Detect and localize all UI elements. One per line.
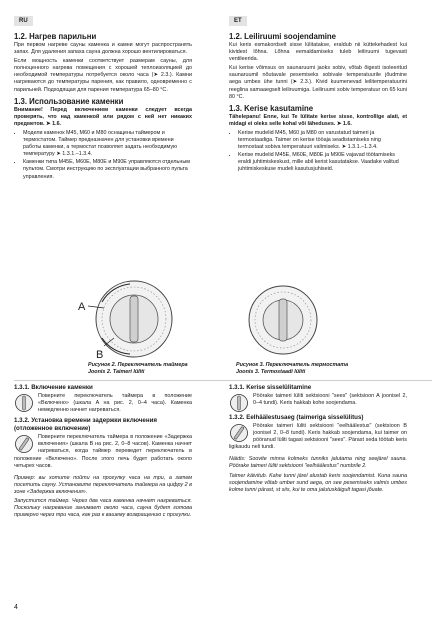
- ru-example-1: Пример: вы хотите пойти на прогулку часа на три, а затем посетить сауну. Установите переключатель таймера на цифру 2 в зоне «Задержка включения».: [14, 474, 192, 495]
- dial-icon: [229, 423, 249, 443]
- ru-heading-1-3: 1.3. Использование каменки: [14, 96, 124, 106]
- et-list-item: • Kerise mudelid M45, M60 ja M80 on varustatud taimeri ja termostaadiga. Taimer on kerise tööaja seadistamiseks ning termostaat sobiva temperatuuri valimiseks. ➤ 1.3.1.–1.3.4.: [238, 130, 407, 151]
- fig2-ru-num: Рисунок 2.: [88, 362, 117, 368]
- et-example-2: Taimer käivitub. Kahe tunni järel alustab keris soojendamist. Kuna sauna soojendamine võtab umber sund aega, on see pesemiseks valmis umbes kolme tunni pärast, st siis, kui te oma jalutuskäigult tagasi jõuate.: [229, 472, 407, 493]
- dial-label-b: B: [96, 349, 104, 361]
- ru-para-1-2b: Если мощность каменки соответствует размерам сауны, для полноценного нагрева помещения с хорошей теплоизоляцией до необходимой температуры потребуется около часа (➤ 2.3.). Камни нагреваются до температуры парения, как правило, одновременно с парильней. Подходящая для парения температура 65–80 °C.: [14, 58, 192, 93]
- dial-icon: [229, 393, 249, 413]
- ru-example-2: Запустится таймер. Через два часа каменка начнет нагреваться. Поскольку нагревание занимает около часа, сауна будет готова примерно через три часа, как раз к вашему возвращению с прогулки.: [14, 498, 192, 519]
- ru-list: [14, 130, 192, 181]
- fig2-ru-title: Переключатель таймера: [117, 362, 188, 368]
- et-para-1-2a: Kui keris esmakordselt sisse lülitatakse, eraldub nii küttekehadest kui kividest lõhna. Lõhna eemaldamiseks tuleb leiliruumi tugevasti ventileerida.: [229, 42, 407, 63]
- figure-2-caption: [88, 362, 188, 376]
- et-heading-1-3-1: 1.3.1. Kerise sisselülitamine: [229, 384, 312, 391]
- et-heading-1-2: 1.2. Leiliruumi soojendamine: [229, 32, 337, 41]
- timer-dial-illustration: [68, 276, 198, 362]
- fig3-ru-num: Рисунок 3.: [236, 362, 265, 368]
- ru-heading-1-3-1: 1.3.1. Включение каменки: [14, 384, 93, 391]
- et-para-1-2b: Kui kerise võimsus on saunaruumi jaoks sobiv, võtab õigesti isoleeritud saunaruumil nõutavale pesemiseks sobivale temperatuurile jõudmine aega umbes ühe tunni (➤ 2.3.). Kivid kuumenevad leilitemperatuurini reeglina samaaegselt leiliruumiga. Leiliruumi sobiv temperatuur on 65 kuni 80 °C.: [229, 65, 407, 100]
- fig2-et-num: Joonis 2.: [88, 369, 112, 375]
- ru-para-1-2a: При первом нагреве сауны каменка и камни могут распространять запах. Для удаления запаха сауна должна хорошо вентилироваться.: [14, 42, 192, 56]
- et-list-item: • Kerise mudelid M45E, M60E, M80E ja M90E vajavad töötamiseks eraldi juhtimiskeskust, mille abil kerist kasutatakse. Vaadake valitud juhtimiskeskuse mudeli kasutusjuhiseid.: [238, 152, 407, 173]
- thermostat-dial-illustration: [238, 280, 328, 360]
- fig3-et-title: Termostaadi lüliti: [260, 369, 306, 375]
- ru-para-1-3-2: Поверните переключатель таймера в положение «Задержка включения» (шкала B на рис. 2, 0–8 часов). Каменка начнет нагреваться, когда таймер переведет переключатель в положение «Включено». После этого печь будет работать около четырех часов.: [14, 434, 192, 469]
- ru-heading-1-2: 1.2. Нагрев парильни: [14, 32, 97, 41]
- dial-icon: [14, 393, 34, 413]
- page-number: 4: [14, 604, 18, 611]
- et-heading-1-3-2: 1.3.2. Eelhäälestusaeg (taimeriga sisselülitus): [229, 414, 364, 421]
- ru-column-top: [14, 32, 192, 182]
- ru-list-item: • Модели каменок M45, M60 и M80 оснащены таймером и термостатом. Таймер предназначен для установки времени работы каменки, а термостат позволяет задать необходимую температуру ➤ 1.3.1.–1.3.4.: [23, 130, 192, 158]
- lang-badge-ru: RU: [14, 16, 33, 26]
- ru-warning: Внимание! Перед включением каменки следует всегда проверять, что над каменкой или рядом с ней нет никаких предметов. ➤ 1.6.: [14, 106, 192, 127]
- lang-badge-et: ET: [229, 16, 247, 26]
- et-heading-1-3: 1.3. Kerise kasutamine: [229, 103, 314, 113]
- divider: [14, 380, 432, 381]
- ru-para-1-3-1: Поверните переключатель таймера в положение «Включено» (шкала A на рис. 2, 0–4 часа). Каменка немедленно начнет нагреваться.: [38, 393, 192, 414]
- dial-icon: [14, 434, 34, 454]
- dial-label-a: A: [78, 301, 86, 313]
- fig3-et-num: Joonis 3.: [236, 369, 260, 375]
- et-column-top: [229, 32, 407, 175]
- ru-list-item: • Каменки типа M45E, M60E, M80E и M90E управляются отдельным пультом. Смотри инструкцию по эксплуатации выбранного пульта управления.: [23, 159, 192, 180]
- fig2-et-title: Taimeri lüliti: [112, 369, 145, 375]
- ru-heading-1-3-2: 1.3.2. Установка времени задержки включения (отложенное включение): [14, 417, 158, 433]
- et-warning: Tähelepanu! Enne, kui Te lülitate kerise sisse, kontrollige alati, et midagi ei oleks selle kohal või läheduses. ➤ 1.6.: [229, 113, 407, 127]
- et-column-bottom: [229, 384, 407, 496]
- et-para-1-3-1: Pöörake taimeri lüliti sektsiooni "sees" (sektsioon A joonisel 2, 0–4 tundi). Keris hakkab kohe soojendama.: [253, 393, 407, 407]
- et-list: [229, 130, 407, 174]
- ru-column-bottom: [14, 384, 192, 521]
- figure-3-caption: [236, 362, 348, 376]
- et-example-1: Näidis: Soovite minna kolmeks tunniks jalutama ning seejärel sauna. Pöörake taimeri lüliti sektsiooni "eelhäälestus" numbrile 2.: [229, 456, 407, 470]
- et-para-1-3-2: Pöörake taimeri lüliti sektsiooni "eelhäälestus" (sektsioon B joonisel 2, 0–8 tundi). Keris hakkab soojendama, kui taimer on pööranud lüliti tagasi sektsiooni "sees". Pärast seda töötab keris ligikaudu neli tundi.: [229, 423, 407, 451]
- fig3-ru-title: Переключатель термостата: [265, 362, 349, 368]
